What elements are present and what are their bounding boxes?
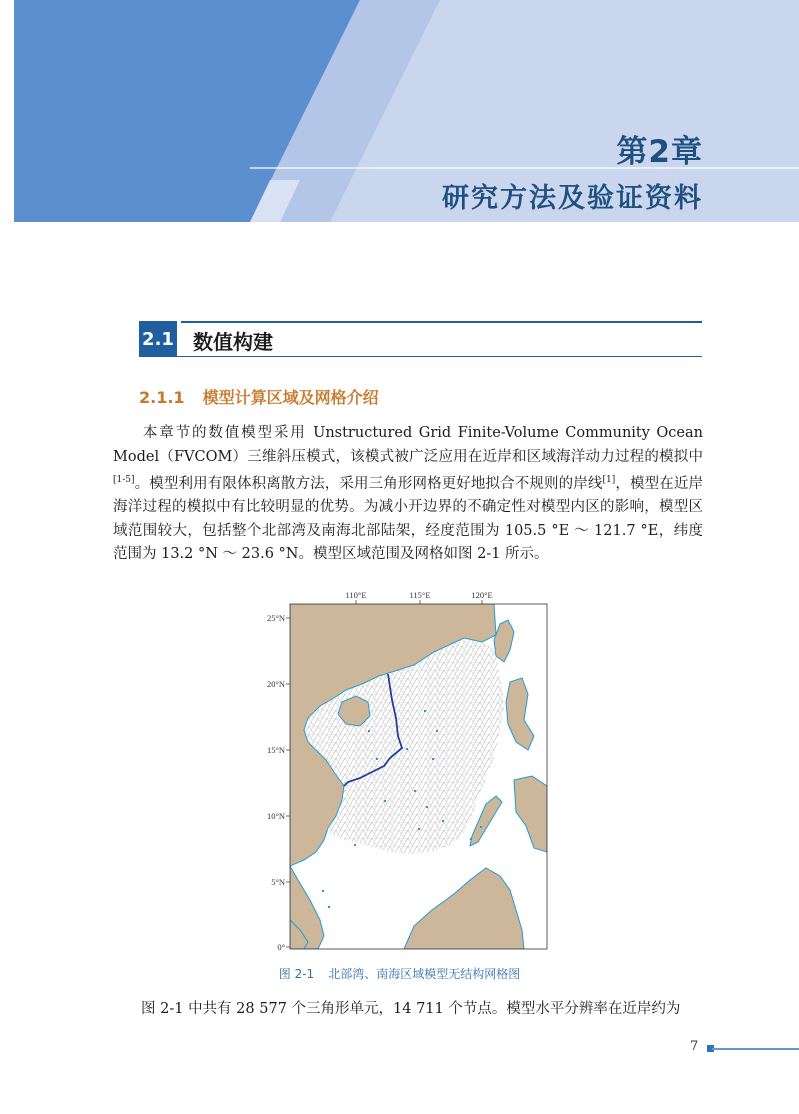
lat-tick-label: 0° xyxy=(277,942,285,952)
section-number: 2.1 xyxy=(139,321,177,357)
subsection-number: 2.1.1 xyxy=(139,388,185,407)
lon-tick-label: 110°E xyxy=(345,590,367,600)
section-heading xyxy=(139,321,702,357)
lat-tick-label: 25°N xyxy=(266,613,285,623)
footer-rule xyxy=(712,1048,799,1050)
lat-tick-label: 10°N xyxy=(266,811,285,821)
chapter-label: 第2章 xyxy=(616,134,703,170)
chapter-title: 研究方法及验证资料 xyxy=(442,183,703,214)
section-rule-bottom xyxy=(139,356,702,358)
section-title: 数值构建 xyxy=(193,330,273,354)
citation-ref: [1-5] xyxy=(113,475,135,485)
lon-tick-label: 120°E xyxy=(471,590,493,600)
lat-tick-label: 15°N xyxy=(266,745,285,755)
subsection-heading xyxy=(139,385,379,408)
lat-tick-label: 20°N xyxy=(266,679,285,689)
paragraph-1-text-c: ，模型在近岸海洋过程的模拟中有比较明显的优势。为减小开边界的不确定性对模型内区的影响，模型区域范围较大，包括整个北部湾及南海北部陆架，经度范围为 105.5 °E ～ 121.7 °E，纬度范围为 13.2 °N ～ 23.6 °N。模型区域范围及网格如图 2-1 所示。 xyxy=(113,475,704,563)
paragraph-1-text-a: 本章节的数值模型采用 Unstructured Grid Finite-Volume Community Ocean Model（FVCOM）三维斜压模式，该模式被广泛应用在近岸和区域海洋动力过程的模拟中 xyxy=(113,425,703,465)
lat-tick-label: 5°N xyxy=(271,877,285,887)
page-number: 7 xyxy=(690,1039,699,1054)
section-divider xyxy=(177,321,181,357)
caption-label: 图 2-1 xyxy=(278,967,315,981)
paragraph-2-text: 图 2-1 中共有 28 577 个三角形单元，14 711 个节点。模型水平分辨率在近岸约为 xyxy=(141,1001,681,1017)
section-rule-top xyxy=(181,321,702,323)
mesh-map-figure xyxy=(264,590,554,962)
body-paragraph-2 xyxy=(113,998,703,1022)
lon-tick-label: 115°E xyxy=(409,590,431,600)
paragraph-1-text-b: 。模型利用有限体积离散方法，采用三角形网格更好地拟合不规则的岸线 xyxy=(134,475,603,492)
body-paragraph-1 xyxy=(113,422,703,567)
citation-ref: [1] xyxy=(602,475,616,485)
figure-caption xyxy=(0,965,799,982)
caption-text: 北部湾、南海区域模型无结构网格图 xyxy=(328,967,521,981)
subsection-title: 模型计算区域及网格介绍 xyxy=(202,388,379,407)
